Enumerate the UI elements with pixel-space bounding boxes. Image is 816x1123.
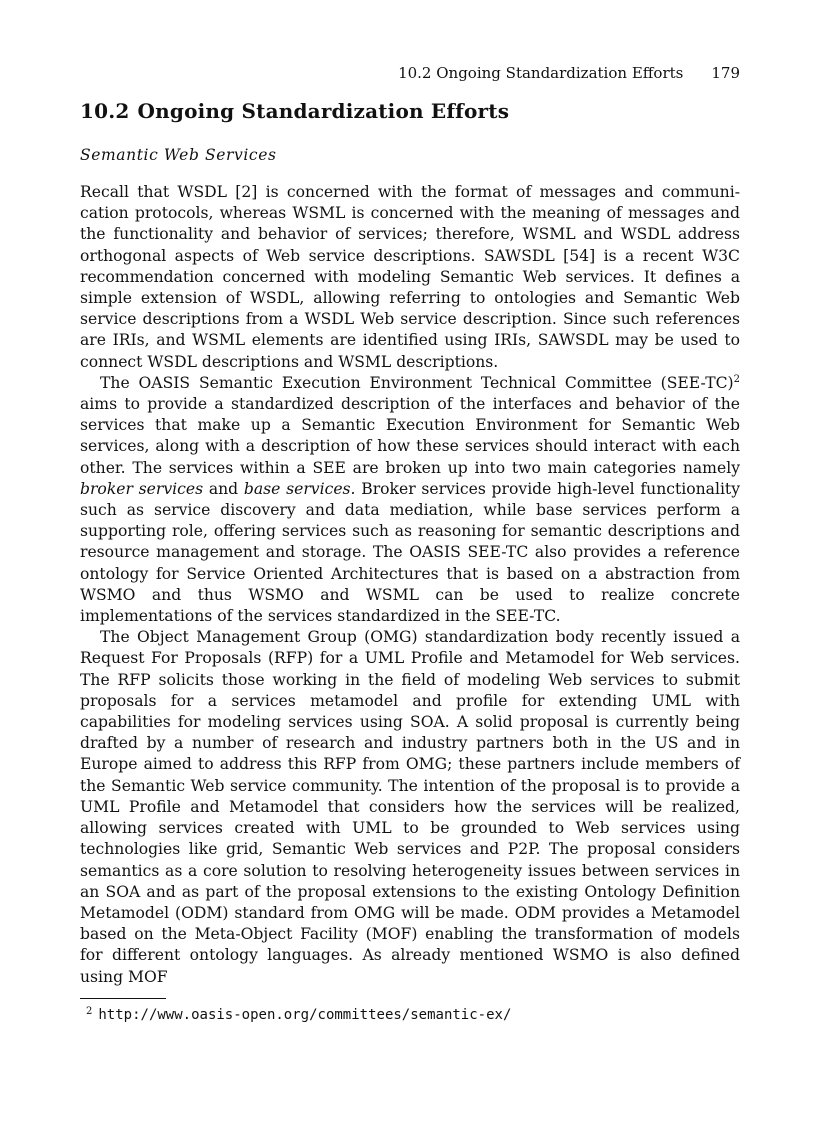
body-text bbox=[80, 182, 740, 988]
running-head bbox=[80, 62, 740, 84]
footnote-reference[interactable]: 2 bbox=[733, 373, 740, 385]
footnote bbox=[80, 1003, 740, 1024]
emphasis-broker-services: broker services bbox=[80, 479, 204, 498]
footnote-mark: 2 bbox=[86, 1005, 93, 1017]
section-title: Ongoing Standardization Efforts bbox=[137, 99, 510, 123]
footnote-divider bbox=[80, 998, 166, 999]
page bbox=[80, 62, 740, 1024]
footnote-url[interactable]: http://www.oasis-open.org/committees/semantic-ex/ bbox=[98, 1006, 512, 1023]
emphasis-base-services: base services. bbox=[243, 479, 356, 498]
paragraph-oasis-see-tc bbox=[80, 373, 740, 627]
paragraph-text: Broker services provide high-level functionality such as service discovery and data mediation, while base services perform a supporting role, offering services such as reasoning for semantic descriptions and resource management and storage. The OASIS SEE-TC also provides a reference ontology for Service Oriented Architectures that is based on a abstraction from WSMO and thus WSMO and WSML can be used to realize concrete implementations of the services standardized in the SEE-TC. bbox=[80, 479, 741, 626]
section-heading bbox=[80, 98, 740, 124]
paragraph-omg-rfp: The Object Management Group (OMG) standardization body recently issued a Request For Proposals (RFP) for a UML Profile and Metamodel for Web services. The RFP solicits those working in the field of modeling Web services to submit proposals for a services metamodel and profile for extending UML with capabilities for modeling services using SOA. A solid proposal is currently being drafted by a number of research and industry partners both in the US and in Europe aimed to address this RFP from OMG; these partners include members of the Semantic Web service community. The intention of the proposal is to provide a UML Profile and Metamodel that considers how the services will be realized, allowing services created with UML to be grounded to Web services using technologies like grid, Semantic Web services and P2P. The proposal considers semantics as a core solution to resolving heterogeneity issues between services in an SOA and as part of the proposal extensions to the existing Ontology Definition Metamodel (ODM) standard from OMG will be made. ODM provides a Metamodel based on the Meta-Object Facility (MOF) enabling the transformation of models for different ontology languages. As already mentioned WSMO is also defined using MOF bbox=[80, 628, 740, 986]
paragraph-text: aims to provide a standardized description of the interfaces and behavior of the services that make up a Semantic Execution Environment for Semantic Web services, along with a description of how these services should interact with each other. The services within a SEE are broken up into two main categories namely bbox=[80, 395, 740, 477]
section-number: 10.2 bbox=[80, 99, 130, 123]
paragraph-text: The OASIS Semantic Execution Environment Technical Committee (SEE-TC) bbox=[100, 373, 734, 392]
running-head-title: 10.2 Ongoing Standardization Efforts bbox=[398, 64, 684, 82]
paragraph-text: and bbox=[203, 479, 244, 498]
subsection-heading: Semantic Web Services bbox=[80, 146, 277, 164]
page-number: 179 bbox=[711, 64, 740, 82]
paragraph-wsdl-wsml: Recall that WSDL [2] is concerned with the format of messages and communication protocols, whereas WSML is concerned with the meaning of messages and the functionality and behavior of services; therefore, WSML and WSDL address orthogonal aspects of Web service descriptions. SAWSDL [54] is a recent W3C recommendation concerned with modeling Semantic Web services. It defines a simple extension of WSDL, allowing referring to ontologies and Semantic Web service descriptions from a WSDL Web service description. Since such references are IRIs, and WSML elements are identified using IRIs, SAWSDL may be used to connect WSDL descriptions and WSML descriptions. bbox=[80, 183, 740, 371]
